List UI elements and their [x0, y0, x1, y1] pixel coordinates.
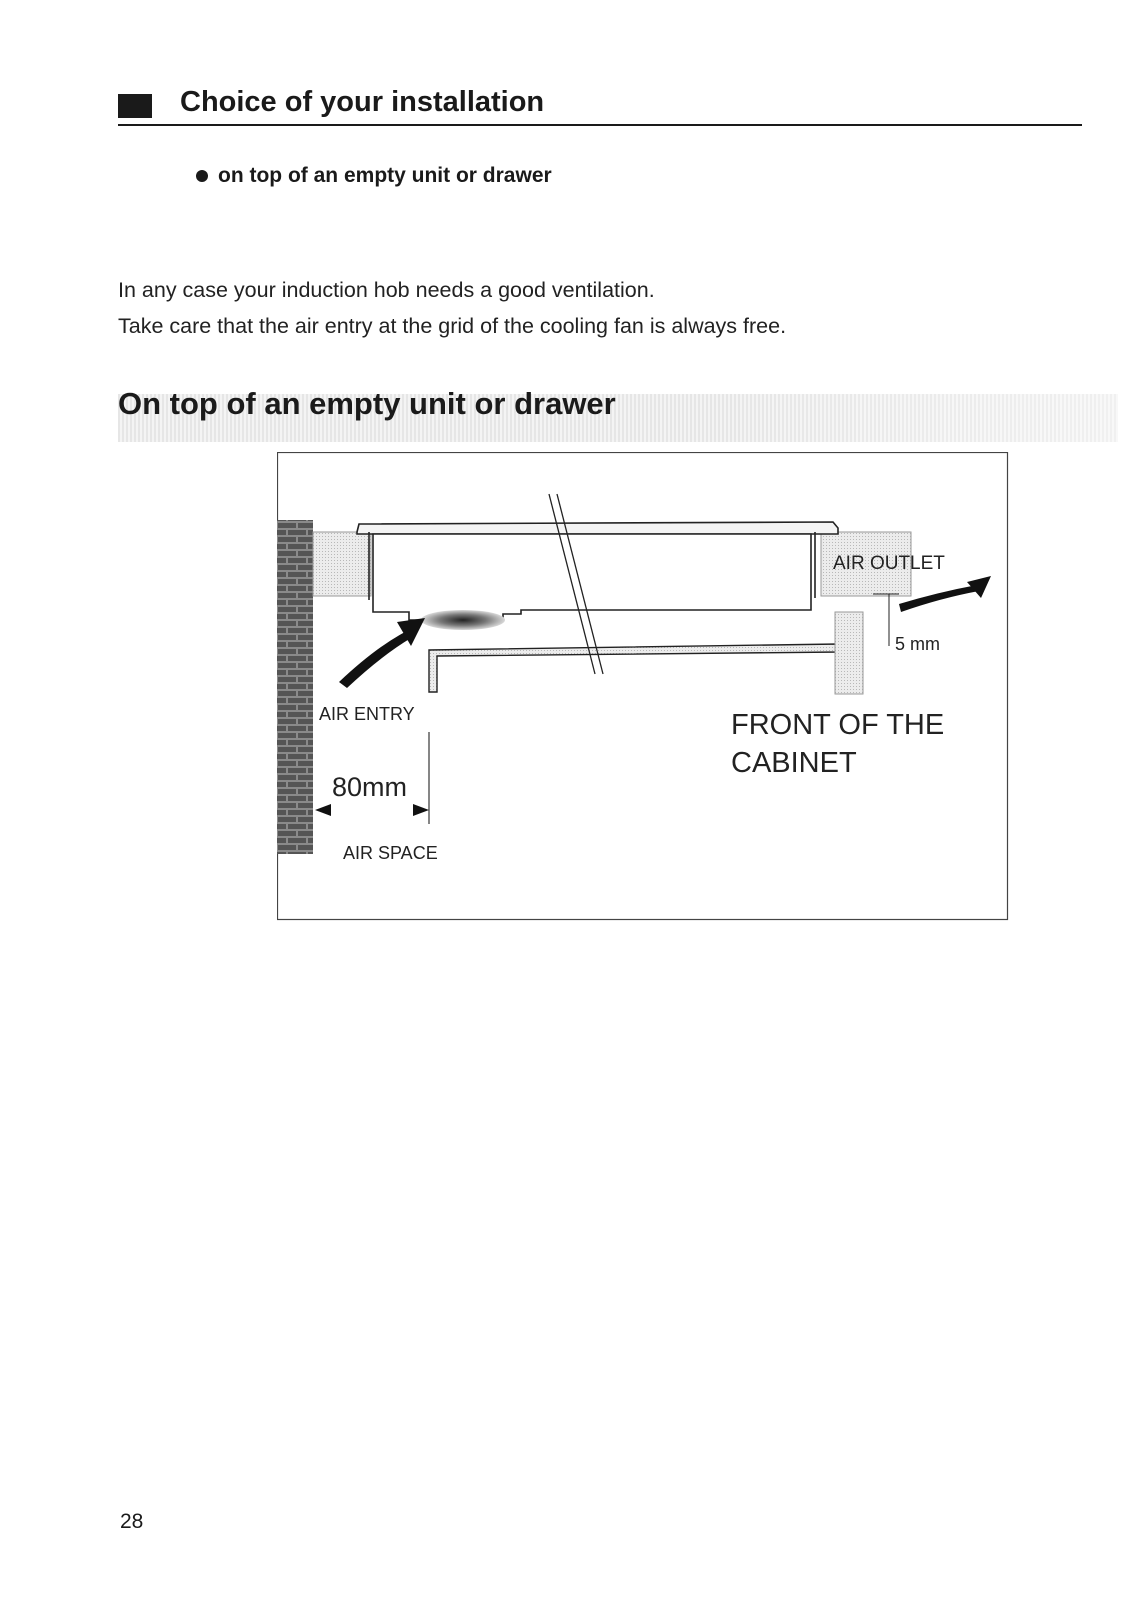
hob-body [373, 534, 811, 620]
header-square-marker [118, 94, 152, 118]
front-label-line2: CABINET [731, 747, 857, 779]
page-title: Choice of your installation [180, 86, 545, 118]
worktop-left [313, 532, 371, 596]
dimension-arrow-left-icon [315, 804, 331, 816]
air-entry-arrow-icon [339, 632, 411, 688]
distance-label: 80mm [332, 772, 408, 802]
section-title: On top of an empty unit or drawer [118, 386, 616, 421]
paragraph-air-entry: Take care that the air entry at the grid of the cooling fan is always free. [118, 314, 787, 338]
cabinet-rail [429, 644, 839, 692]
bullet-label: on top of an empty unit or drawer [218, 164, 552, 187]
bullet-dot-icon [196, 170, 208, 182]
front-label-line1: FRONT OF THE [731, 709, 945, 741]
air-outlet-label: AIR OUTLET [833, 553, 945, 574]
paragraph-ventilation: In any case your induction hob needs a good ventilation. [118, 278, 655, 302]
dimension-arrow-right-icon [413, 804, 429, 816]
cabinet-post [835, 612, 863, 694]
brick-wall [277, 520, 313, 854]
air-space-label: AIR SPACE [343, 843, 438, 863]
cooling-fan [421, 610, 505, 630]
page-number: 28 [120, 1510, 144, 1533]
air-entry-label: AIR ENTRY [319, 704, 415, 724]
hob-glass [357, 522, 838, 534]
gap-label: 5 mm [895, 634, 940, 654]
header-divider [118, 124, 1082, 126]
installation-diagram [277, 452, 1015, 932]
bullet-item [196, 164, 552, 188]
